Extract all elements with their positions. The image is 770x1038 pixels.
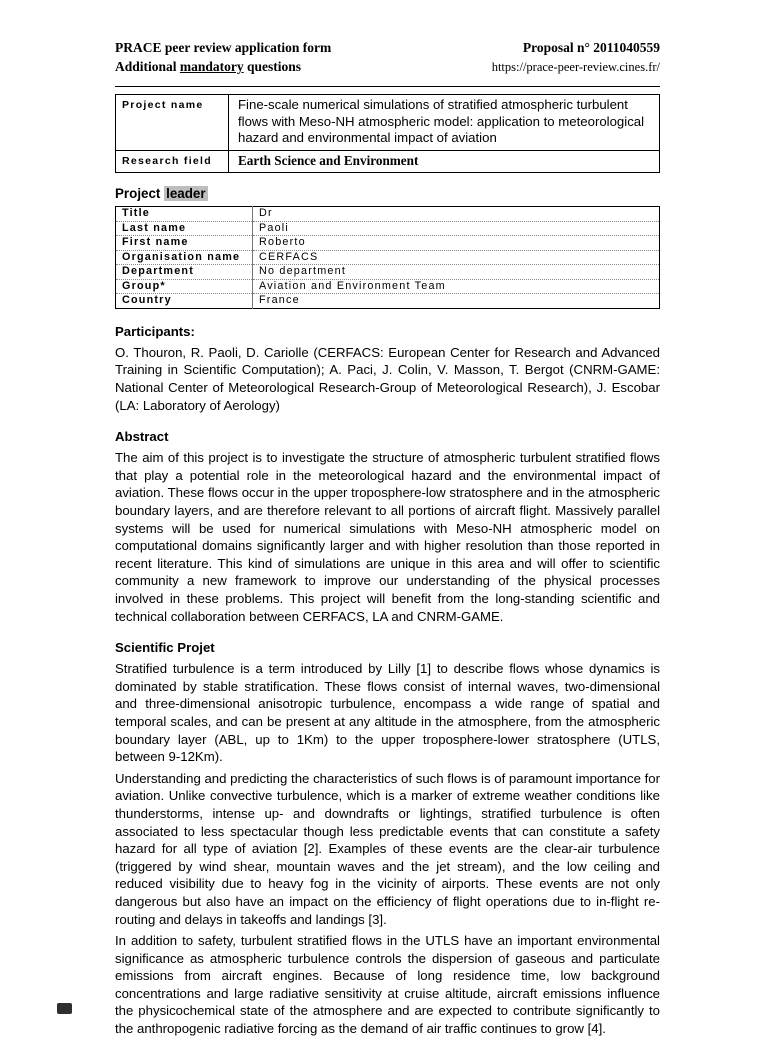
table-row xyxy=(116,95,660,151)
table-row xyxy=(116,265,660,280)
scientific-paragraph-1: Stratified turbulence is a term introduced by Lilly [1] to describe flows whose dynamics is dominated by stable stratification. These flows consist of internal waves, two-dimensional and three-dimensional anisotropic turbulence, encompass a wide range of spatial and temporal scales, and can be present at any altitude in the atmosphere, from the atmospheric boundary layer (ABL, up to 1Km) to the upper troposphere-lower stratosphere (UTLS, between 9-12Km). xyxy=(115,661,660,765)
leader-organisation-label: Organisation name xyxy=(116,250,253,265)
leader-title-value: Dr xyxy=(253,207,660,222)
leader-title-label: Title xyxy=(116,207,253,222)
header-divider xyxy=(115,86,660,87)
page-header xyxy=(115,38,660,77)
leader-department-label: Department xyxy=(116,265,253,280)
participants-text: O. Thouron, R. Paoli, D. Cariolle (CERFACS: European Center for Research and Advanced Training in Scientific Computation); A. Paci, J. Colin, V. Masson, T. Bergot (CNRM-GAME: National Center of Meteorological Research-Group of Meteorological Research), J. Escobar (LA: Laboratory of Aerology) xyxy=(115,344,660,413)
table-row xyxy=(116,294,660,309)
table-row xyxy=(116,150,660,173)
project-leader-heading-highlight: leader xyxy=(166,186,206,202)
project-info-table xyxy=(115,94,660,173)
leader-country-label: Country xyxy=(116,294,253,309)
scan-smudge-artifact xyxy=(57,1003,72,1014)
form-subtitle-suffix: questions xyxy=(243,59,302,74)
participants-heading: Participants: xyxy=(115,323,195,339)
leader-lastname-value: Paoli xyxy=(253,221,660,236)
leader-group-value: Aviation and Environment Team xyxy=(253,279,660,294)
form-subtitle xyxy=(115,57,301,76)
review-site-url[interactable]: https://prace-peer-review.cines.fr/ xyxy=(491,60,660,74)
project-leader-heading-prefix: Project xyxy=(115,186,165,202)
project-name-label: Project name xyxy=(116,95,229,151)
leader-department-value: No department xyxy=(253,265,660,280)
form-title: PRACE peer review application form xyxy=(115,40,332,55)
leader-organisation-value: CERFACS xyxy=(253,250,660,265)
scientific-paragraph-2: Understanding and predicting the characteristics of such flows is of paramount importance for aviation. Unlike convective turbulence, which is a marker of extreme weather conditions like thunderstorms, intense up- and downdrafts or lightings, stratified turbulence is often associated to less spectacular though less predictable events that can constitute a safety hazard for all type of aviation [2]. Examples of these events are the clear-air turbulence (triggered by wind shear, mountain waves and the jet stream), and the low ceiling and reduced visibility due to heavy fog in the vicinity of airports. These events are not only dangerous but also have an impact on the efficiency of flight operations due to in-flight re-routing and delays in takeoffs and landings [3]. xyxy=(115,770,660,927)
project-leader-heading xyxy=(115,186,660,201)
leader-firstname-value: Roberto xyxy=(253,236,660,251)
project-leader-table xyxy=(115,206,660,309)
table-row xyxy=(116,279,660,294)
form-subtitle-prefix: Additional xyxy=(115,59,180,74)
table-row xyxy=(116,221,660,236)
leader-group-label: Group* xyxy=(116,279,253,294)
research-field-label: Research field xyxy=(116,150,229,173)
project-name-value: Fine-scale numerical simulations of stratified atmospheric turbulent flows with Meso-NH atmospheric model: application to meteorological hazard and environmental impact of aviation xyxy=(229,95,660,151)
leader-country-value: France xyxy=(259,294,300,307)
scientific-project-heading: Scientific Projet xyxy=(115,640,215,656)
table-row xyxy=(116,207,660,222)
table-row xyxy=(116,236,660,251)
leader-lastname-label: Last name xyxy=(116,221,253,236)
proposal-number: Proposal n° 2011040559 xyxy=(522,40,660,55)
table-row xyxy=(116,250,660,265)
abstract-heading: Abstract xyxy=(115,429,169,445)
form-subtitle-underlined: mandatory xyxy=(179,59,244,74)
scientific-paragraph-3: In addition to safety, turbulent stratified flows in the UTLS have an important environmental significance as atmospheric turbulence controls the dispersion of gaseous and particulate emissions from aircraft engines. Because of long residence time, low background concentrations and large radiative sensitivity at cruise altitude, aircraft emissions influence the physicochemical state of the atmosphere and are expected to contribute significantly to the anthropogenic radiative forcing as the demand of air traffic continues to grow [4]. xyxy=(115,933,660,1037)
leader-firstname-label: First name xyxy=(116,236,253,251)
research-field-value: Earth Science and Environment xyxy=(229,150,660,173)
abstract-text: The aim of this project is to investigate the structure of atmospheric turbulent stratified flows that play a potential role in the meteorological hazard and the environmental impact of aviation. These flows occur in the upper troposphere-low stratosphere and in the atmospheric boundary layers, and are therefore relevant to all portions of aircraft flight. Massively parallel systems will be used for numerical simulations with Meso-NH atmospheric model on computational domains significantly larger and with higher resolution than those reported in recent literature. This kind of simulations are unique in this area and will offer to scientific community a new framework to improve our understanding of the physical processes involved in these problems. This project will benefit from the long-standing scientific and technical collaboration between CERFACS, LA and CNRM-GAME. xyxy=(115,450,660,624)
